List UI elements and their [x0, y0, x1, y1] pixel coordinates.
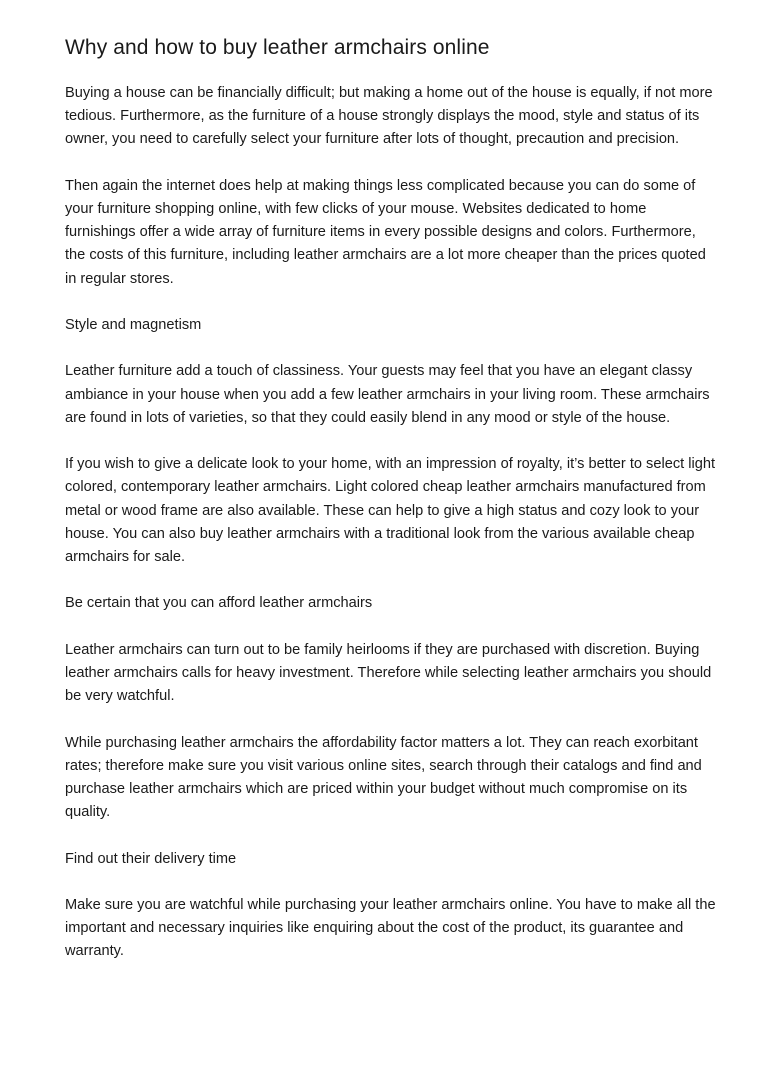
paragraph-heirlooms: Leather armchairs can turn out to be family heirlooms if they are purchased with discretion. Buying leather armchairs calls for heavy investment. Therefore while selecting leather armchairs you should be very watchful. [65, 641, 712, 705]
paragraph-affordability: While purchasing leather armchairs the affordability factor matters a lot. They can reach exorbitant rates; therefore make sure you visit various online sites, search through their catalogs and find and purchase leather armchairs which are priced within your budget without much compromise on its quality. [65, 734, 702, 821]
paragraph-delicate-look: If you wish to give a delicate look to your home, with an impression of royalty, it’s better to select light colored, contemporary leather armchairs. Light colored cheap leather armchairs manufactured from metal or wood frame are also available. These can help to give a high status and cozy look to your house. You can also buy leather armchairs with a traditional look from the various available cheap armchairs for sale. [65, 456, 716, 565]
paragraph-intro: Buying a house can be financially difficult; but making a home out of the house is equally, if not more tedious. Furthermore, as the furniture of a house strongly displays the mood, style and status of its owner, you need to carefully select your furniture after lots of thought, precaution and precision. [65, 85, 713, 148]
paragraph-classiness: Leather furniture add a touch of classiness. Your guests may feel that you have an elegant classy ambiance in your house when you add a few leather armchairs in your living room. These armchairs are found in lots of varieties, so that they could easily blend in any mood or style of the house. [65, 363, 710, 426]
section-heading-afford: Be certain that you can afford leather armchairs [65, 595, 373, 612]
paragraph-internet: Then again the internet does help at making things less complicated because you can do some of your furniture shopping online, with few clicks of your mouse. Websites dedicated to home furnishings offer a wide array of furniture items in every possible designs and colors. Furthermore, the costs of this furniture, including leather armchairs are a lot more cheaper than the prices quoted in regular stores. [65, 177, 706, 287]
section-heading-style: Style and magnetism [65, 317, 202, 333]
paragraph-watchful: Make sure you are watchful while purchasing your leather armchairs online. You have to make all the important and necessary inquiries like enquiring about the cost of the product, its guarantee and warranty. [65, 896, 716, 960]
section-heading-delivery: Find out their delivery time [65, 850, 237, 867]
page-title: Why and how to buy leather armchairs online [65, 36, 490, 59]
